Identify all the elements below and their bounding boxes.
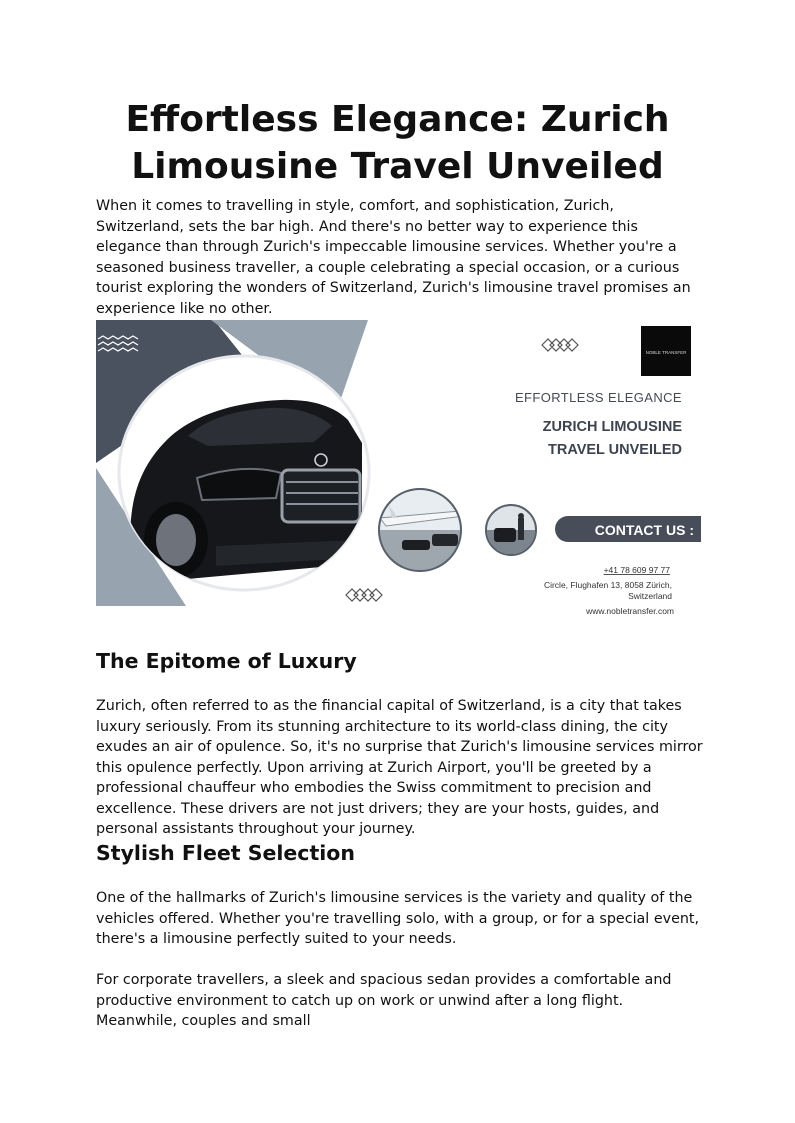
phone-link[interactable]: +41 78 609 97 77 — [603, 565, 670, 575]
intro-paragraph: When it comes to travelling in style, comfort, and sophistication, Zurich, Switzerland, sets the bar high. And there's no better way to experience this elegance than through Zurich's impeccable limousine services. Whether you're a seasoned business traveller, a couple celebrating a special occasion, or a curious tourist exploring the wonders of Switzerland, Zurich's limousine travel promises an experience like no other. — [96, 198, 691, 317]
logo-text: NOBLE TRANSFER — [645, 350, 687, 355]
page-title: Effortless Elegance: Zurich Limousine Travel Unveiled — [125, 99, 670, 187]
address-line1: Circle, Flughafen 13, 8058 Zürich, — [543, 580, 672, 590]
banner-headline-line1: ZURICH LIMOUSINE — [542, 419, 682, 435]
banner-graphic — [96, 318, 701, 618]
section-heading-luxury: The Epitome of Luxury — [96, 649, 357, 673]
promo-banner — [96, 318, 701, 618]
diamond-chain-icon — [346, 589, 382, 601]
section-body-fleet-2: For corporate travellers, a sleek and spacious sedan provides a comfortable and productive environment to catch up on work or unwind after a long flight. Meanwhile, couples and small — [96, 972, 672, 1029]
private-jet-image — [376, 488, 466, 575]
website-link[interactable]: www.nobletransfer.com — [586, 606, 674, 616]
contact-us-label: CONTACT US : — [594, 522, 694, 538]
banner-tagline: EFFORTLESS ELEGANCE — [514, 390, 682, 405]
address-line2: Switzerland — [628, 591, 672, 601]
section-body-luxury: Zurich, often referred to as the financial capital of Switzerland, is a city that takes luxury seriously. From its stunning architecture to its world-class dining, the city exudes an air of opulence. So, it's no surprise that Zurich's limousine services mirror this opulence perfectly. Upon arriving at Zurich Airport, you'll be greeted by a professional chauffeur who embodies the Swiss commitment to precision and excellence. These drivers are not just drivers; they are your hosts, guides, and personal assistants throughout your journey. — [96, 698, 703, 837]
section-heading-fleet: Stylish Fleet Selection — [96, 841, 355, 865]
section-body-fleet-1: One of the hallmarks of Zurich's limousine services is the variety and quality of the vehicles offered. Whether you're travelling solo, with a group, or for a special event, there's a limousine perfectly suited to your needs. — [96, 890, 700, 947]
banner-headline-line2: TRAVEL UNVEILED — [547, 442, 682, 458]
diamond-chain-top-icon — [542, 339, 578, 351]
